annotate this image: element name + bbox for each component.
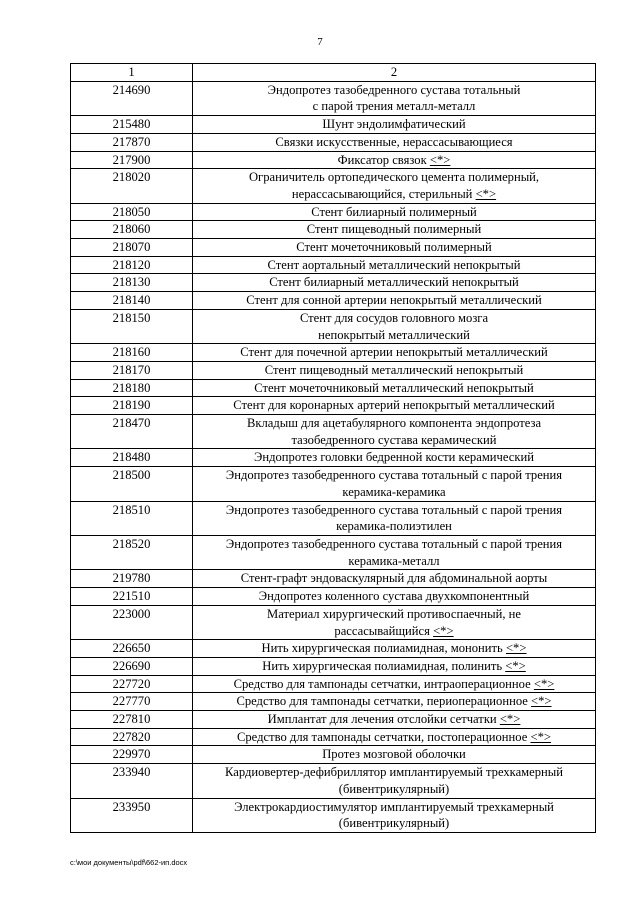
device-name (193, 169, 596, 203)
table-row (71, 256, 596, 274)
table-row (71, 588, 596, 606)
footnote-link[interactable]: <*> (499, 712, 521, 727)
device-code: 218190 (71, 397, 193, 415)
device-name-text-continued: (бивентрикулярный) (338, 781, 450, 796)
table-row (71, 397, 596, 415)
device-name (193, 605, 596, 639)
device-name-text-continued: керамика-полиэтилен (336, 519, 452, 534)
device-name-text: Ограничитель ортопедического цемента полимерный, (248, 170, 540, 185)
device-name (193, 764, 596, 798)
device-name (193, 133, 596, 151)
table-row (71, 292, 596, 310)
device-name (193, 309, 596, 343)
device-name-text: Стент-графт эндоваскулярный для абдоминальной аорты (240, 571, 548, 586)
table-row (71, 535, 596, 569)
device-code: 218140 (71, 292, 193, 310)
table-row (71, 693, 596, 711)
device-name (193, 361, 596, 379)
device-name-text: Эндопротез тазобедренного сустава тотальный с парой трения (225, 502, 563, 517)
device-name (193, 640, 596, 658)
device-code: 218150 (71, 309, 193, 343)
device-name (193, 292, 596, 310)
device-code: 226650 (71, 640, 193, 658)
device-name (193, 415, 596, 449)
table-row (71, 274, 596, 292)
device-name (193, 535, 596, 569)
page-number: 7 (317, 36, 323, 48)
table-row (71, 675, 596, 693)
device-name (193, 379, 596, 397)
device-code: 218480 (71, 449, 193, 467)
device-name (193, 588, 596, 606)
device-name-text-continued: рассасывайщийся (334, 623, 430, 638)
device-name-text: Протез мозговой оболочки (322, 747, 466, 762)
device-name-text: Стент мочеточниковый полимерный (296, 240, 492, 255)
table-body (71, 81, 596, 832)
device-code: 218170 (71, 361, 193, 379)
table-row (71, 605, 596, 639)
device-name (193, 501, 596, 535)
table-row (71, 309, 596, 343)
device-name (193, 203, 596, 221)
column-header-code: 1 (71, 64, 193, 82)
table-row (71, 640, 596, 658)
device-code: 218500 (71, 467, 193, 501)
device-name-text: Эндопротез коленного сустава двухкомпонентный (258, 589, 530, 604)
footnote-link[interactable]: <*> (505, 658, 526, 673)
table-row (71, 764, 596, 798)
table-row (71, 203, 596, 221)
table-row (71, 728, 596, 746)
device-name-text: Стент для сосудов головного мозга (299, 310, 489, 325)
footnote-link[interactable]: <*> (429, 152, 451, 167)
device-name (193, 728, 596, 746)
footer-file-path: c:\мои документы\pdf\662-ип.docx (70, 858, 188, 867)
device-code: 218050 (71, 203, 193, 221)
table-row (71, 81, 596, 115)
table-row (71, 169, 596, 203)
device-name-text: Эндопротез головки бедренной кости керамический (254, 450, 534, 465)
table-row (71, 657, 596, 675)
device-code: 218510 (71, 501, 193, 535)
device-name-text: Имплантат для лечения отслойки сетчатки (267, 712, 497, 727)
device-code: 227810 (71, 711, 193, 729)
table-row (71, 501, 596, 535)
device-name-text: Кардиовертер-дефибриллятор имплантируемый трехкамерный (225, 765, 563, 780)
device-code: 227770 (71, 693, 193, 711)
device-code: 217870 (71, 133, 193, 151)
device-name-text-continued: нерассасывающийся, стерильный (291, 186, 473, 201)
device-code: 214690 (71, 81, 193, 115)
device-name-text: Стент пищеводный металлический непокрытый (264, 362, 524, 377)
device-name-text-continued: керамика-керамика (342, 484, 446, 499)
device-name (193, 239, 596, 257)
footnote-link[interactable]: <*> (505, 641, 527, 656)
device-code: 218070 (71, 239, 193, 257)
footnote-link[interactable]: <*> (533, 676, 555, 691)
device-name-text: Материал хирургический противоспаечный, не (267, 606, 521, 621)
device-name-text: Эндопротез тазобедренного сустава тотальный с парой трения (225, 536, 563, 551)
device-code: 218470 (71, 415, 193, 449)
device-name-text: Фиксатор связок (337, 152, 427, 167)
device-name-text: Эндопротез тазобедренного сустава тотальный с парой трения (225, 468, 563, 483)
device-code: 229970 (71, 746, 193, 764)
device-name-text-continued: с парой трения металл-металл (312, 99, 476, 114)
device-name (193, 798, 596, 832)
table-row (71, 467, 596, 501)
device-name-text-continued: тазобедренного сустава керамический (291, 432, 497, 447)
device-code: 219780 (71, 570, 193, 588)
device-name (193, 711, 596, 729)
device-name-text-continued: керамика-металл (348, 553, 440, 568)
footnote-link[interactable]: <*> (475, 186, 497, 201)
device-code: 218120 (71, 256, 193, 274)
device-code: 221510 (71, 588, 193, 606)
device-name-text: Стент билиарный полимерный (311, 204, 477, 219)
device-name-text: Нить хирургическая полиамидная, полинить (262, 658, 503, 673)
device-name-text: Стент пищеводный полимерный (306, 222, 482, 237)
device-code: 218520 (71, 535, 193, 569)
table-row (71, 151, 596, 169)
device-name-text: Электрокардиостимулятор имплантируемый трехкамерный (234, 799, 554, 814)
device-name (193, 675, 596, 693)
device-name-text: Средство для тампонады сетчатки, интраоперационное (233, 676, 531, 691)
device-code: 218160 (71, 344, 193, 362)
table-row (71, 798, 596, 832)
device-code: 227720 (71, 675, 193, 693)
table-row (71, 570, 596, 588)
device-name-text: Стент билиарный металлический непокрытый (269, 275, 519, 290)
device-name-text: Вкладыш для ацетабулярного компонента эндопротеза (246, 416, 542, 431)
table-row (71, 116, 596, 134)
device-name-text: Стент для почечной артерии непокрытый металлический (240, 345, 548, 360)
device-name-text: Стент аортальный металлический непокрытый (267, 257, 521, 272)
device-name (193, 151, 596, 169)
device-name (193, 449, 596, 467)
device-name-text: Эндопротез тазобедренного сустава тотальный (267, 82, 521, 97)
device-code: 226690 (71, 657, 193, 675)
device-code: 218130 (71, 274, 193, 292)
device-name (193, 221, 596, 239)
device-code: 227820 (71, 728, 193, 746)
table-row (71, 239, 596, 257)
footnote-link[interactable]: <*> (530, 729, 551, 744)
table-row (71, 711, 596, 729)
device-name (193, 81, 596, 115)
device-name (193, 274, 596, 292)
table-row (71, 449, 596, 467)
device-code: 217900 (71, 151, 193, 169)
device-name-text-continued: непокрытый металлический (318, 327, 470, 342)
device-code: 218020 (71, 169, 193, 203)
device-name (193, 397, 596, 415)
table-row (71, 344, 596, 362)
device-name (193, 693, 596, 711)
device-name-text: Средство для тампонады сетчатки, периоперационное (236, 694, 528, 709)
device-code: 223000 (71, 605, 193, 639)
device-name (193, 657, 596, 675)
device-name-text: Шунт эндолимфатический (322, 117, 466, 132)
device-code: 233940 (71, 764, 193, 798)
device-name (193, 467, 596, 501)
column-header-name: 2 (193, 64, 596, 82)
table-row (71, 361, 596, 379)
table-row (71, 415, 596, 449)
device-code: 218060 (71, 221, 193, 239)
table-row (71, 221, 596, 239)
device-name-text: Стент для сонной артерии непокрытый металлический (246, 293, 542, 308)
device-name-text: Стент мочеточниковый металлический непокрытый (254, 380, 534, 395)
device-code: 233950 (71, 798, 193, 832)
device-name (193, 570, 596, 588)
device-name (193, 746, 596, 764)
device-name (193, 116, 596, 134)
footnote-link[interactable]: <*> (531, 694, 552, 709)
device-code: 218180 (71, 379, 193, 397)
table-row (71, 379, 596, 397)
device-name (193, 256, 596, 274)
table-row (71, 133, 596, 151)
device-name (193, 344, 596, 362)
device-name-text: Связки искусственные, нерассасывающиеся (275, 134, 513, 149)
device-name-text: Средство для тампонады сетчатки, постоперационное (236, 729, 528, 744)
table-row (71, 746, 596, 764)
device-name-text: Нить хирургическая полиамидная, мононить (261, 641, 503, 656)
device-name-text-continued: (бивентрикулярный) (338, 816, 450, 831)
footnote-link[interactable]: <*> (433, 623, 454, 638)
table-header-row (71, 64, 596, 82)
device-code-table (70, 63, 596, 833)
device-name-text: Стент для коронарных артерий непокрытый металлический (233, 398, 555, 413)
device-code: 215480 (71, 116, 193, 134)
